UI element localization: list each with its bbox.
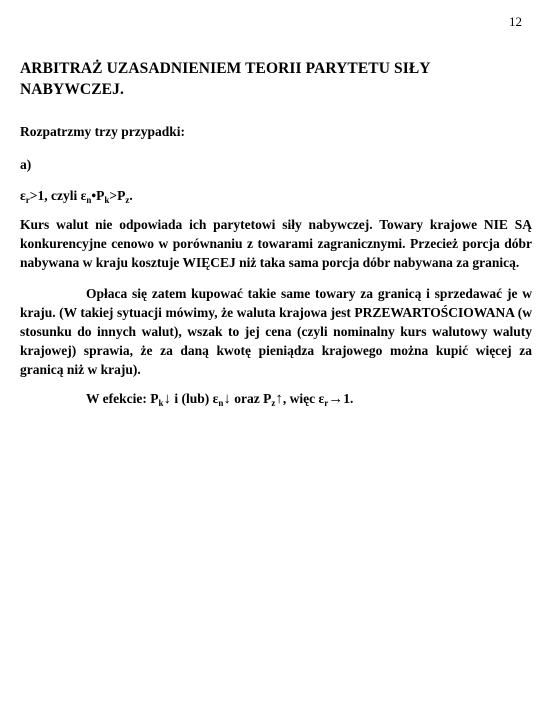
- subscript-z: z: [271, 398, 276, 408]
- paragraph-text: konkurencyjne cenowo w porównaniu z towarami zagranicznymi. Przecież porcja dóbr nabywana w kraju kosztuje: [20, 236, 532, 270]
- effect-text: W efekcie: P: [86, 391, 159, 406]
- paragraph-text: Kurs walut nie odpowiada ich parytetowi siły nabywczej. Towary krajowe: [20, 217, 484, 232]
- paragraph-text: Opłaca się zatem kupować takie same towary za granicą i sprzedawać je w kraju. (W takiej sytuacji mówimy, że waluta krajowa jest: [20, 286, 532, 320]
- emphasis-text: PRZEWARTOŚCIOWANA: [354, 305, 515, 320]
- epsilon-symbol: ε: [80, 188, 87, 203]
- formula-end: .: [129, 188, 133, 203]
- paragraph-text: niż taka sama porcja dóbr nabywana za granicą.: [235, 255, 520, 270]
- effect-summary: W efekcie: $P_k↓$ i (lub) $\varepsilon_n↓$ oraz $P_z↑$, więc $\varepsilon_r\to 1$.: [86, 391, 354, 408]
- emphasis-text: NIE SĄ: [483, 217, 532, 232]
- subscript-n: n: [218, 398, 224, 408]
- subscript-k: k: [104, 195, 110, 205]
- effect-text: oraz P: [230, 391, 272, 406]
- document-body: [20, 58, 532, 408]
- subscript-r: r: [324, 398, 329, 408]
- emphasis-text: WIĘCEJ: [182, 255, 236, 270]
- case-label-text: a): [20, 157, 32, 172]
- epsilon-symbol: ε: [20, 188, 26, 203]
- page-number: 12: [509, 14, 522, 29]
- effect-text: , więc ε: [282, 391, 325, 406]
- paragraph-text: (w stosunku do innych walut), wszak to jej cena (czyli nominalny kurs walutowy waluty krajowej) sprawia, że za daną kwotę pieniądza krajowego można kupić więcej za granicą niż w kraju).: [20, 305, 532, 377]
- paragraph-purchasing-power: [20, 215, 532, 272]
- section-title: ARBITRAŻ UZASADNIENIEM TEORII PARYTETU SIŁY NABYWCZEJ.: [20, 60, 430, 98]
- subscript-r: r: [25, 195, 30, 205]
- intro-text: [20, 122, 532, 141]
- subscript-z: z: [125, 195, 130, 205]
- paragraph-overvaluation: [20, 284, 532, 379]
- formula-text: >1, czyli: [29, 188, 81, 203]
- intro-label: Rozpatrzmy trzy przypadki:: [20, 124, 185, 139]
- effect-text: i (lub) ε: [171, 391, 219, 406]
- effect-end: 1.: [343, 391, 354, 406]
- multiply-dot: •: [91, 188, 97, 203]
- subscript-k: k: [158, 398, 164, 408]
- condition-formula: [20, 186, 532, 205]
- formula-text: >P: [109, 188, 126, 203]
- price-symbol: P: [96, 188, 105, 203]
- subscript-n: n: [86, 195, 92, 205]
- case-label: [20, 155, 532, 174]
